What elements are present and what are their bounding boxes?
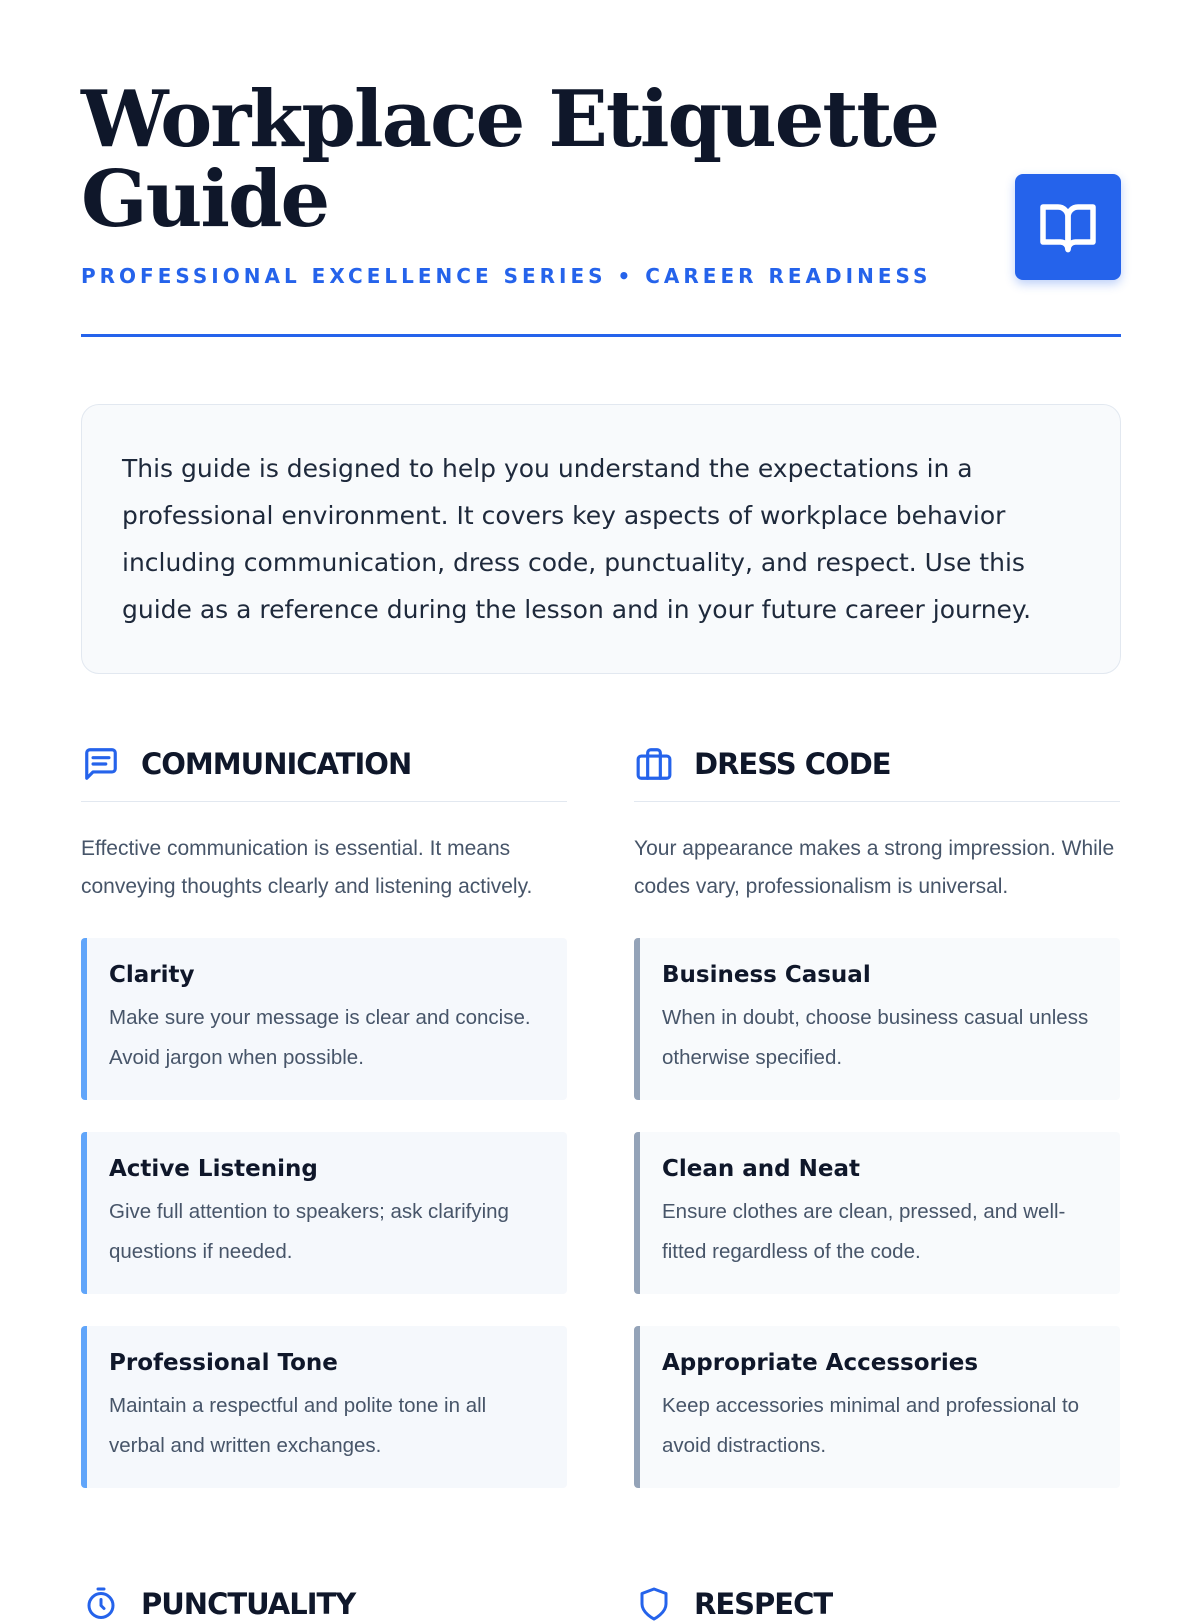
message-square-icon [81, 744, 121, 784]
tip-card [634, 1326, 1120, 1488]
tip-text: When in doubt, choose business casual unless otherwise specified. [662, 1006, 1089, 1069]
stopwatch-icon [81, 1584, 121, 1624]
section-title: COMMUNICATION [141, 747, 412, 781]
page-title: Workplace Etiquette Guide [81, 74, 939, 245]
tip-text: Ensure clothes are clean, pressed, and well-fitted regardless of the code. [662, 1200, 1066, 1263]
shield-icon [634, 1584, 674, 1624]
intro-box [81, 404, 1121, 674]
tip-card [81, 938, 567, 1100]
tip-title: Business Casual [662, 962, 871, 988]
tip-card [634, 1132, 1120, 1294]
section-header [81, 740, 567, 802]
header-divider [81, 334, 1121, 337]
tip-title: Appropriate Accessories [662, 1350, 979, 1376]
intro-text: This guide is designed to help you understand the expectations in a professional environment. It covers key aspects of workplace behavior including communication, dress code, punctuality, and respect. Use this guide as a reference during the lesson and in your future career journey. [122, 454, 1032, 624]
punctuality-section-header [81, 1584, 355, 1624]
tip-card [81, 1132, 567, 1294]
tip-title: Clarity [109, 962, 195, 988]
tip-title: Professional Tone [109, 1350, 338, 1376]
tip-text: Give full attention to speakers; ask clarifying questions if needed. [109, 1200, 509, 1263]
tip-text: Make sure your message is clear and concise. Avoid jargon when possible. [109, 1006, 531, 1069]
open-book-icon [1036, 197, 1100, 257]
respect-section-header [634, 1584, 832, 1624]
section-title: PUNCTUALITY [141, 1587, 356, 1621]
tip-text: Maintain a respectful and polite tone in all verbal and written exchanges. [109, 1394, 487, 1457]
section-description: Effective communication is essential. It means conveying thoughts clearly and listening actively. [81, 837, 533, 898]
tip-card [81, 1326, 567, 1488]
communication-section [81, 740, 567, 1488]
guide-page [81, 0, 1121, 1621]
page-subtitle: PROFESSIONAL EXCELLENCE SERIES • CAREER READINESS [81, 264, 932, 288]
briefcase-icon [634, 744, 674, 784]
tip-text: Keep accessories minimal and professional to avoid distractions. [662, 1394, 1080, 1457]
section-header [634, 740, 1120, 802]
dress-code-section [634, 740, 1120, 1488]
section-title: RESPECT [694, 1587, 833, 1621]
tip-card [634, 938, 1120, 1100]
header [81, 74, 1121, 336]
section-title: DRESS CODE [694, 747, 891, 781]
tip-title: Active Listening [109, 1156, 318, 1182]
section-description: Your appearance makes a strong impression. While codes vary, professionalism is universal. [634, 837, 1115, 898]
logo-badge [1015, 174, 1121, 280]
tip-title: Clean and Neat [662, 1156, 860, 1182]
